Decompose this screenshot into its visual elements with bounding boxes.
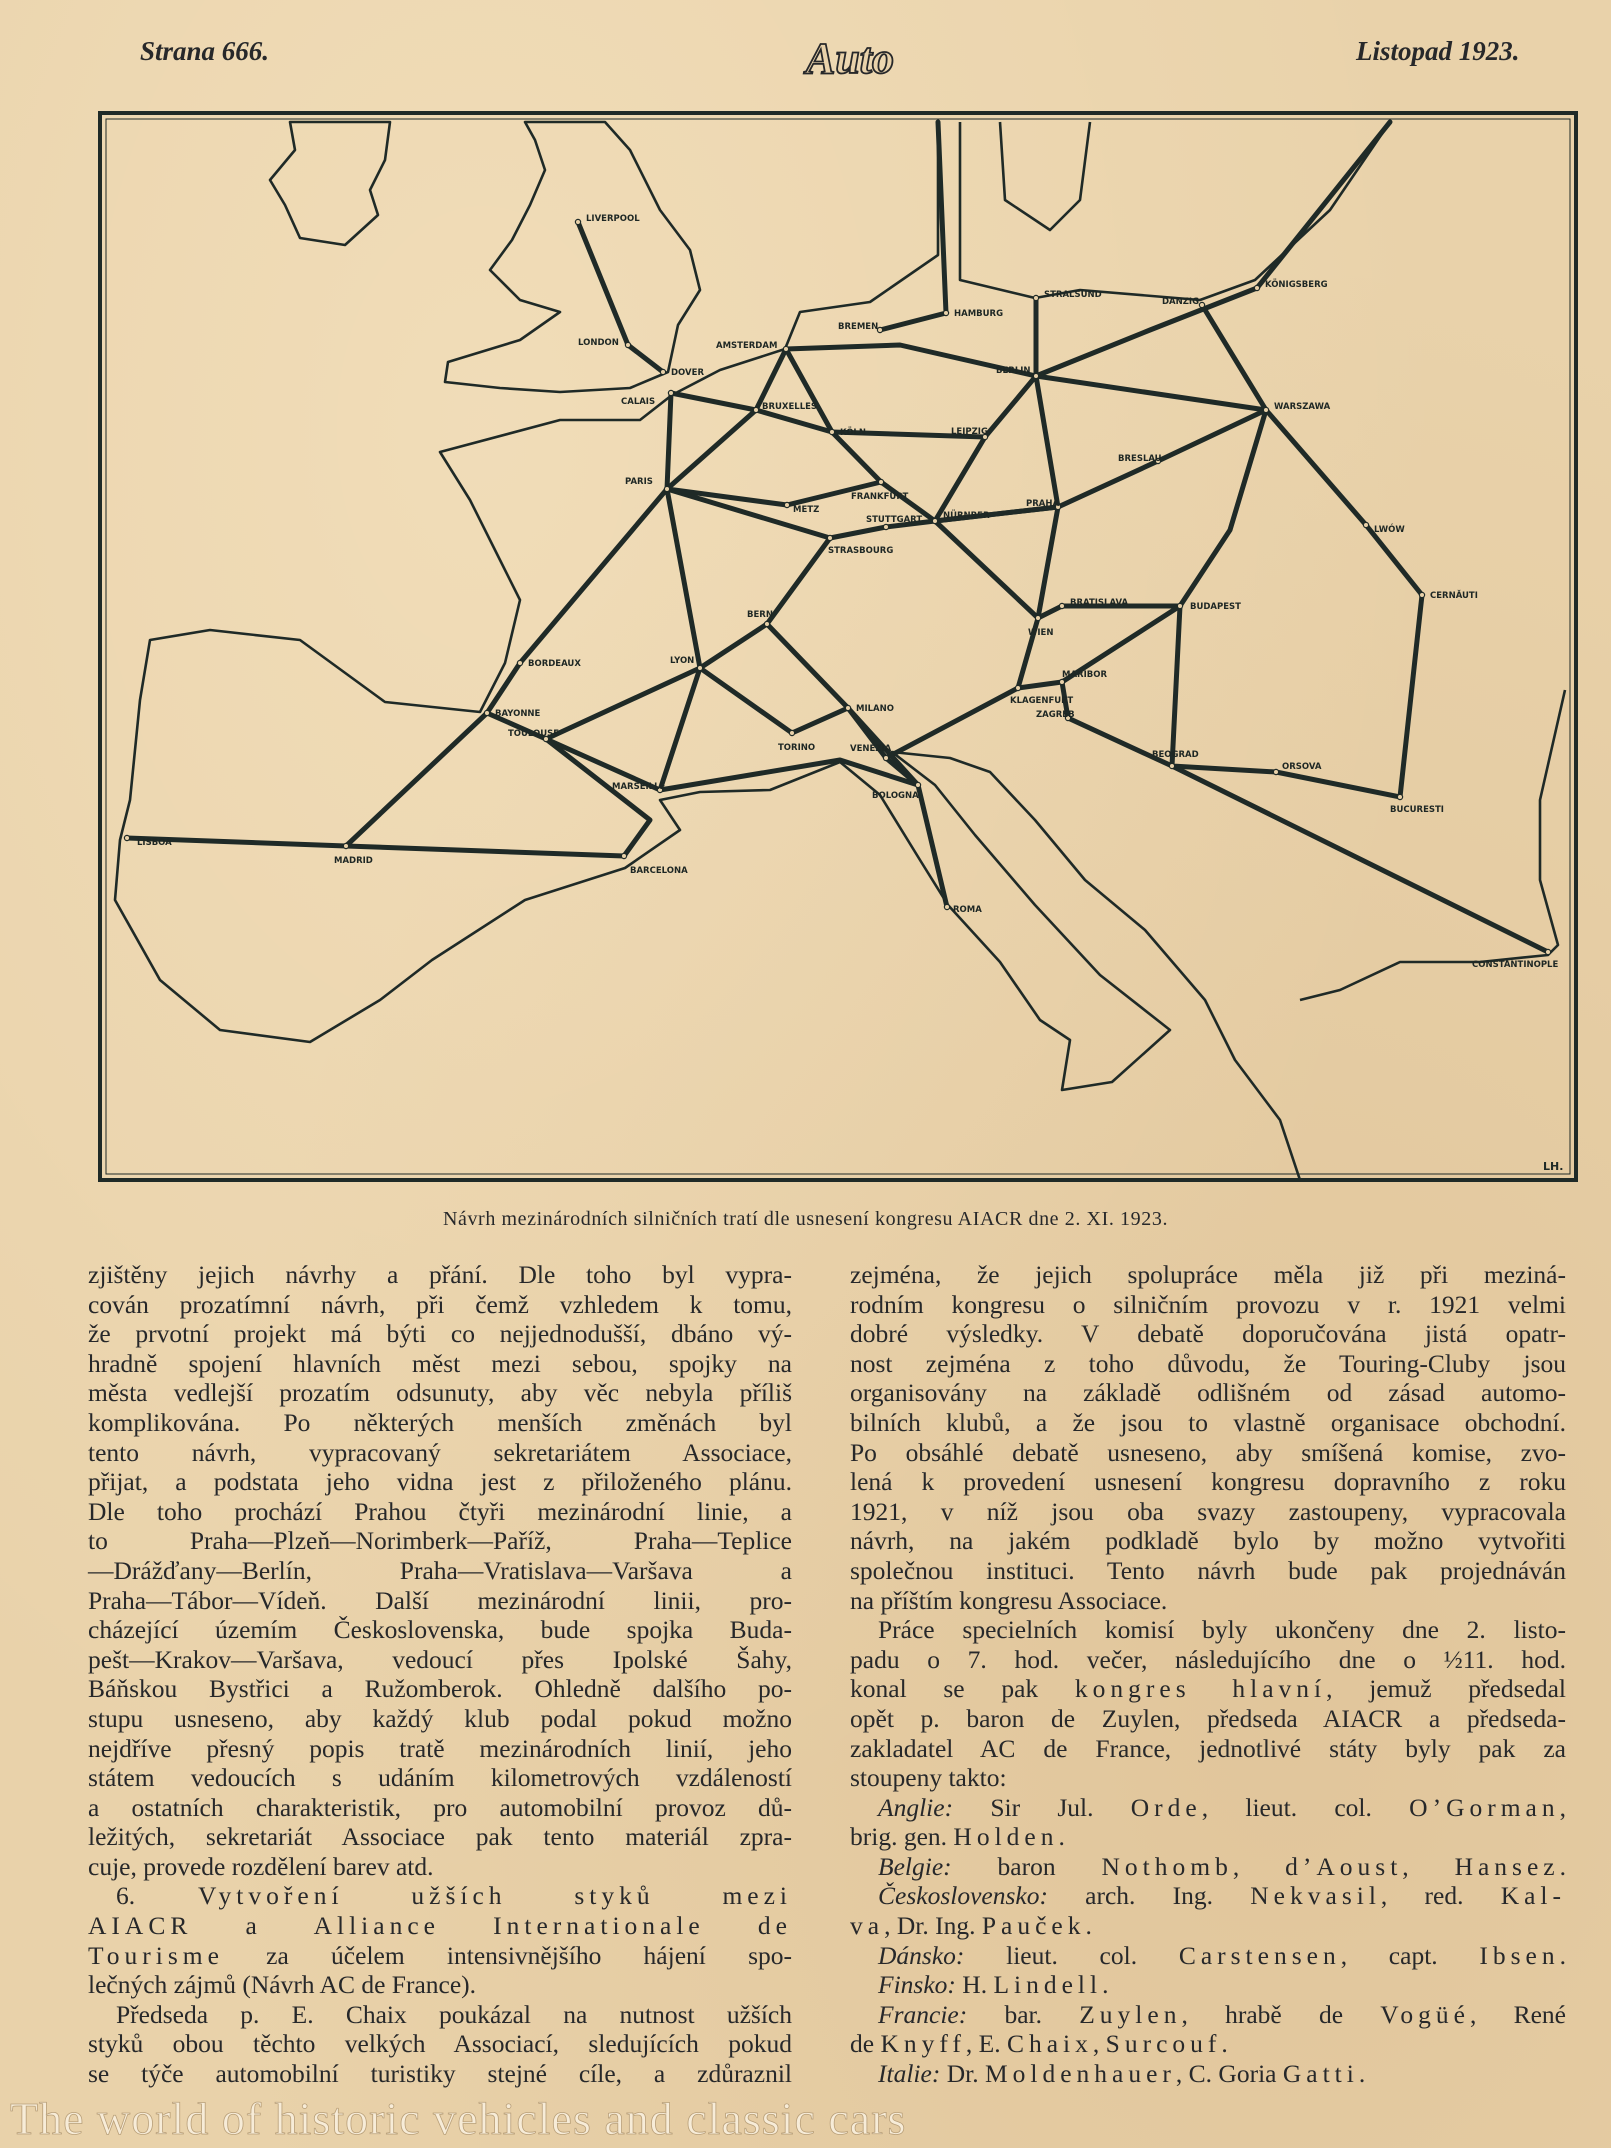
text-line bbox=[850, 1881, 1566, 1911]
text-line bbox=[850, 1941, 1566, 1971]
text-line bbox=[850, 1852, 1566, 1882]
country-label: Belgie: bbox=[878, 1851, 952, 1881]
city-node-madrid bbox=[343, 843, 348, 848]
text-line: cházející územím Československa, bude spojka Buda- bbox=[88, 1615, 792, 1645]
city-node-warszawa bbox=[1263, 407, 1268, 412]
text-line: komplikována. Po některých menších změnách byl bbox=[88, 1407, 792, 1437]
text-line: rodním kongresu o silničním provozu v r. 1921 velmi bbox=[850, 1289, 1566, 1319]
spaced-text: Pauček bbox=[981, 1911, 1086, 1941]
city-label-roma: ROMA bbox=[953, 905, 982, 915]
road-route bbox=[127, 489, 667, 846]
text-segment: stoupeny takto: bbox=[850, 1763, 1007, 1793]
city-label-milano: MILANO bbox=[856, 704, 894, 714]
city-label-strasbourg: STRASBOURG bbox=[828, 546, 894, 556]
spaced-text: O’Gorman bbox=[1409, 1792, 1560, 1822]
city-label-bremen: BREMEN bbox=[838, 322, 879, 332]
text-line: 1921, v níž jsou oba svazy zastoupeny, vypracovala bbox=[850, 1496, 1566, 1526]
road-route bbox=[700, 624, 767, 668]
text-line bbox=[850, 1793, 1566, 1823]
spaced-text: Tourisme bbox=[88, 1940, 224, 1970]
city-label-danzig: DANZIG bbox=[1162, 297, 1200, 307]
spaced-text: va bbox=[850, 1911, 885, 1941]
text-segment: konal se pak bbox=[850, 1674, 1075, 1704]
city-node-amsterdam bbox=[783, 346, 788, 351]
spaced-text: Ibsen bbox=[1479, 1940, 1560, 1970]
spaced-text: AIACR a Alliance Internationale de bbox=[88, 1911, 792, 1941]
text-line: Po obsáhlé debatě usneseno, aby smíšená komise, zvo- bbox=[850, 1437, 1566, 1467]
text-line: padu o 7. hod. večer, následujícího dne o ½11. hod. bbox=[850, 1644, 1566, 1674]
spaced-text: Surcouf bbox=[1105, 2029, 1222, 2059]
text-line bbox=[88, 1852, 792, 1882]
text-segment: cuje, provede rozdělení barev atd. bbox=[88, 1851, 434, 1881]
page-number: Strana 666. bbox=[140, 36, 270, 66]
city-node-berlin bbox=[1033, 373, 1038, 378]
road-route bbox=[1036, 122, 1390, 376]
text-segment: 6. bbox=[116, 1881, 198, 1911]
city-node-bordeaux bbox=[517, 660, 522, 665]
text-segment: , hrabě de bbox=[1181, 1999, 1381, 2029]
road-route bbox=[1180, 410, 1266, 606]
city-node-frankfurt bbox=[878, 479, 883, 484]
city-label-barcelona: BARCELONA bbox=[630, 866, 688, 876]
city-node-bern bbox=[764, 621, 769, 626]
road-route bbox=[1172, 766, 1548, 952]
road-route bbox=[935, 521, 1038, 618]
black-sea-coast bbox=[1300, 690, 1565, 1000]
text-line: —Drážďany—Berlín, Praha—Vratislava—Varšava a bbox=[88, 1555, 792, 1585]
text-segment: brig. gen. bbox=[850, 1822, 954, 1852]
map-caption: Návrh mezinárodních silničních tratí dle usnesení kongresu AIACR dne 2. XI. 1923. bbox=[442, 1208, 1169, 1230]
city-node-orsova bbox=[1273, 769, 1278, 774]
road-route bbox=[578, 222, 663, 372]
text-line: nejdříve přesný popis tratě mezinárodních linií, jeho bbox=[88, 1733, 792, 1763]
city-label-zagreb: ZAGREB bbox=[1036, 710, 1075, 720]
city-node-venezia bbox=[883, 755, 888, 760]
text-line bbox=[88, 1941, 792, 1971]
city-label-orsova: ORSOVA bbox=[1282, 762, 1322, 772]
spaced-text: d’Aoust bbox=[1285, 1851, 1403, 1881]
city-label-calais: CALAIS bbox=[621, 397, 656, 407]
text-segment: bar. bbox=[967, 1999, 1080, 2029]
text-segment: . bbox=[1085, 1911, 1092, 1941]
city-node-bruxelles bbox=[753, 407, 758, 412]
city-label-toulouse: TOULOUSE bbox=[508, 729, 560, 739]
text-line: hradně spojení hlavních měst mezi sebou, spojky na bbox=[88, 1348, 792, 1378]
text-line bbox=[88, 1881, 792, 1911]
country-label: Francie: bbox=[878, 1999, 968, 2029]
spaced-text: Vytvoření užších styků mezi bbox=[197, 1881, 793, 1911]
text-segment: , C. Goria bbox=[1175, 2059, 1283, 2089]
map-frame-inner bbox=[106, 119, 1570, 1174]
text-segment: . bbox=[1102, 1970, 1109, 2000]
city-label-bologna: BOLOGNA bbox=[872, 791, 919, 801]
city-label-klagenfurt: KLAGENFURT bbox=[1010, 696, 1074, 706]
city-node-liverpool bbox=[575, 219, 580, 224]
text-line: Praha—Tábor—Vídeň. Další mezinárodní linii, pro- bbox=[88, 1585, 792, 1615]
city-node-beograd bbox=[1169, 763, 1174, 768]
text-segment: . bbox=[1358, 2059, 1366, 2089]
city-node-strasbourg bbox=[827, 535, 832, 540]
road-route bbox=[660, 489, 700, 790]
text-line: styků obou těchto velkých Associací, sledujících pokud bbox=[88, 2029, 792, 2059]
road-route bbox=[1036, 376, 1266, 410]
city-label-koln: KÖLN bbox=[840, 428, 866, 438]
city-label-budapest: BUDAPEST bbox=[1190, 602, 1241, 612]
city-node-bologna bbox=[915, 782, 920, 787]
text-line bbox=[850, 2000, 1566, 2030]
city-node-wien bbox=[1035, 615, 1040, 620]
road-route bbox=[660, 760, 918, 790]
spaced-text: Knyff bbox=[880, 2029, 966, 2059]
city-node-cernauti bbox=[1419, 592, 1424, 597]
city-label-madrid: MADRID bbox=[334, 856, 373, 866]
city-label-lyon: LYON bbox=[670, 656, 695, 666]
text-line: že prvotní projekt má býti co nejjednodušší, dbáno vý- bbox=[88, 1319, 792, 1349]
city-nodes bbox=[124, 214, 1558, 970]
country-label: Italie: bbox=[878, 2059, 941, 2089]
text-segment: . bbox=[1559, 1851, 1566, 1881]
spaced-text: Zuylen bbox=[1079, 1999, 1182, 2029]
city-label-london: LONDON bbox=[578, 338, 619, 348]
text-line: Dle toho prochází Prahou čtyři mezinárodní linie, a bbox=[88, 1496, 792, 1526]
city-node-koln bbox=[829, 429, 834, 434]
road-route bbox=[935, 437, 985, 521]
text-column-left bbox=[88, 1260, 792, 2089]
text-segment: , bbox=[1232, 1851, 1286, 1881]
spaced-text: Moldenhauer bbox=[984, 2059, 1176, 2089]
city-label-liverpool: LIVERPOOL bbox=[586, 214, 640, 224]
road-route bbox=[880, 122, 946, 330]
text-line bbox=[850, 1586, 1566, 1616]
city-label-venezia: VENEZIA bbox=[850, 744, 892, 754]
text-line bbox=[850, 2059, 1566, 2089]
spaced-text: Orde bbox=[1130, 1792, 1202, 1822]
road-route bbox=[767, 538, 848, 708]
great-britain-coast bbox=[445, 122, 700, 392]
city-node-milano bbox=[845, 705, 850, 710]
text-line: opět p. baron de Zuylen, předseda AIACR a předseda- bbox=[850, 1703, 1566, 1733]
city-node-budapest bbox=[1177, 603, 1182, 608]
city-node-bratislava bbox=[1059, 603, 1064, 608]
spaced-text: Carstensen bbox=[1178, 1940, 1341, 1970]
city-label-lisboa: LISBOA bbox=[137, 838, 172, 848]
city-node-roma bbox=[944, 904, 949, 909]
country-label: Finsko: bbox=[878, 1970, 956, 2000]
city-label-dover: DOVER bbox=[671, 368, 704, 378]
text-line: zjištěny jejich návrhy a přání. Dle toho byl vypra- bbox=[88, 1260, 792, 1289]
road-route bbox=[1038, 606, 1400, 797]
city-label-berlin: BERLIN bbox=[996, 366, 1031, 376]
city-node-london bbox=[625, 342, 630, 347]
text-line: návrh, na jakém podkladě bylo by možno vytvořiti bbox=[850, 1526, 1566, 1556]
city-node-bucuresti bbox=[1397, 794, 1402, 799]
city-label-praha: PRAHA bbox=[1026, 499, 1060, 509]
city-label-amsterdam: AMSTERDAM bbox=[716, 341, 778, 351]
text-segment: , jemuž předsedal bbox=[1326, 1674, 1566, 1704]
text-line: nost zejména z toho důvodu, že Touring-Cluby jsou bbox=[850, 1348, 1566, 1378]
city-node-constantinople bbox=[1545, 949, 1550, 954]
city-label-konigsberg: KÖNIGSBERG bbox=[1265, 280, 1328, 290]
text-segment: H. bbox=[955, 1970, 994, 2000]
text-segment: Práce specielních komisí byly ukončeny dne 2. listo- bbox=[878, 1615, 1566, 1645]
city-label-frankfurt: FRANKFURT bbox=[851, 492, 909, 502]
city-label-hamburg: HAMBURG bbox=[954, 309, 1004, 319]
text-line: společnou instituci. Tento návrh bude pak projednáván bbox=[850, 1555, 1566, 1585]
city-label-bayonne: BAYONNE bbox=[495, 709, 541, 719]
text-line bbox=[850, 1763, 1566, 1793]
text-line bbox=[850, 1615, 1566, 1645]
city-label-paris: PARIS bbox=[625, 477, 653, 487]
spaced-text: Hansez bbox=[1454, 1851, 1560, 1881]
text-segment: de bbox=[850, 2029, 881, 2059]
baltic-coast bbox=[960, 122, 1390, 300]
text-line bbox=[850, 1674, 1566, 1704]
spaced-text: kongres hlavní bbox=[1074, 1674, 1327, 1704]
city-node-lisboa bbox=[124, 835, 129, 840]
text-line: zejména, že jejich spolupráce měla již při meziná- bbox=[850, 1260, 1566, 1289]
city-node-lwow bbox=[1363, 522, 1368, 527]
text-line: a ostatních charakteristik, pro automobilní provoz dů- bbox=[88, 1792, 792, 1822]
text-line: dobré výsledky. V debatě doporučována jistá opatr- bbox=[850, 1319, 1566, 1349]
city-node-danzig bbox=[1199, 302, 1204, 307]
text-segment: . bbox=[1058, 1822, 1065, 1852]
city-node-nurnberg bbox=[932, 518, 937, 523]
text-line: Báňskou Bystřici a Ružomberok. Ohledně dalšího po- bbox=[88, 1674, 792, 1704]
text-line: tento návrh, vypracovaný sekretariátem Associace, bbox=[88, 1437, 792, 1467]
road-route bbox=[667, 393, 671, 489]
text-segment: Předseda p. E. Chaix poukázal na nutnost užších bbox=[116, 1999, 792, 2029]
city-label-marseille: MARSEILLE bbox=[612, 782, 666, 792]
text-segment: , E. bbox=[965, 2029, 1007, 2059]
city-label-bern: BERN bbox=[747, 610, 773, 620]
text-segment: , Dr. Ing. bbox=[884, 1911, 982, 1941]
city-label-cernauti: CERNĂUTI bbox=[1430, 591, 1478, 601]
city-label-metz: METZ bbox=[793, 505, 820, 515]
text-line: města vedlejší prozatím odsunuty, aby věc nebyla příliš bbox=[88, 1378, 792, 1408]
text-line: ležitých, sekretariát Associace pak tento materiál zpra- bbox=[88, 1822, 792, 1852]
city-node-barcelona bbox=[621, 853, 626, 858]
text-segment: lieut. col. bbox=[964, 1940, 1179, 1970]
spaced-text: Nothomb bbox=[1101, 1851, 1233, 1881]
text-line: přijat, a podstata jeho vidna jest z přiloženého plánu. bbox=[88, 1467, 792, 1497]
city-node-konigsberg bbox=[1254, 285, 1259, 290]
city-node-torino bbox=[789, 730, 794, 735]
text-segment: baron bbox=[951, 1851, 1102, 1881]
text-line: se týče automobilní turistiky stejné cíle, a zdůraznil bbox=[88, 2059, 792, 2089]
city-label-torino: TORINO bbox=[778, 743, 816, 753]
text-segment: Dr. bbox=[940, 2059, 985, 2089]
city-label-warszawa: WARSZAWA bbox=[1274, 402, 1331, 412]
text-segment: , bbox=[1402, 1851, 1455, 1881]
text-segment: , René bbox=[1469, 1999, 1566, 2029]
text-line bbox=[850, 1911, 1566, 1941]
text-line bbox=[88, 1970, 792, 2000]
text-segment: , lieut. col. bbox=[1201, 1792, 1410, 1822]
road-route bbox=[1058, 410, 1266, 507]
text-line bbox=[850, 1970, 1566, 2000]
text-segment: , red. bbox=[1380, 1881, 1501, 1911]
text-segment: , bbox=[1559, 1792, 1566, 1822]
city-label-constantinople: CONSTANTINOPLE bbox=[1472, 960, 1559, 970]
city-label-bordeaux: BORDEAUX bbox=[528, 659, 581, 669]
city-node-dover bbox=[660, 369, 665, 374]
continent-coast bbox=[115, 122, 1300, 1180]
coastlines bbox=[115, 122, 1565, 1180]
text-line bbox=[88, 2000, 792, 2030]
city-label-bruxelles: BRUXELLES bbox=[762, 402, 818, 412]
scandinavia-coast bbox=[1000, 122, 1090, 230]
text-segment: arch. Ing. bbox=[1047, 1881, 1251, 1911]
city-label-stuttgart: STUTTGART bbox=[866, 515, 923, 525]
spaced-text: Kal- bbox=[1500, 1881, 1567, 1911]
text-line: pešt—Krakov—Varšava, vedoucí přes Ipolské Šahy, bbox=[88, 1644, 792, 1674]
text-segment: . bbox=[1559, 1940, 1566, 1970]
city-label-stralsund: STRALSUND bbox=[1044, 290, 1102, 300]
road-route bbox=[1036, 298, 1058, 618]
text-line: státem vedoucích s udáním kilometrových vzdáleností bbox=[88, 1763, 792, 1793]
city-label-lwow: LWÓW bbox=[1374, 525, 1405, 535]
city-node-klagenfurt bbox=[1015, 685, 1020, 690]
text-segment: lečných zájmů (Návrh AC de France). bbox=[88, 1970, 477, 2000]
text-column-right bbox=[850, 1260, 1566, 2089]
spaced-text: Vogüé bbox=[1380, 1999, 1470, 2029]
spaced-text: Gatti bbox=[1282, 2059, 1359, 2089]
city-label-bratislava: BRATISLAVA bbox=[1070, 598, 1129, 608]
text-segment: Sir Jul. bbox=[953, 1792, 1131, 1822]
city-label-breslau: BRESLAU bbox=[1118, 454, 1162, 464]
road-route bbox=[346, 846, 624, 856]
ireland-coast bbox=[270, 122, 390, 245]
spaced-text: Lindell bbox=[993, 1970, 1103, 2000]
map-frame bbox=[100, 113, 1576, 1180]
map-signature: LH. bbox=[1543, 1160, 1564, 1173]
svg-text:Auto: Auto bbox=[805, 34, 895, 83]
text-segment: . bbox=[1221, 2029, 1228, 2059]
city-node-stralsund bbox=[1033, 295, 1038, 300]
city-label-beograd: BEOGRAD bbox=[1152, 750, 1199, 760]
road-routes bbox=[127, 122, 1548, 952]
country-label: Anglie: bbox=[878, 1792, 954, 1822]
text-segment: na příštím kongresu Associace. bbox=[850, 1585, 1168, 1615]
text-line: lená k provedení usnesení kongresu dopravního z roku bbox=[850, 1467, 1566, 1497]
issue-date: Listopad 1923. bbox=[1356, 36, 1520, 66]
watermark: The world of historic vehicles and classic cars bbox=[10, 2093, 907, 2144]
text-line: zakladatel AC de France, jednotlivé státy byly pak za bbox=[850, 1733, 1566, 1763]
road-route bbox=[1202, 305, 1422, 797]
spaced-text: Nekvasil bbox=[1250, 1881, 1381, 1911]
city-node-paris bbox=[664, 486, 669, 491]
city-node-lyon bbox=[697, 665, 702, 670]
city-label-wien: WIEN bbox=[1028, 628, 1054, 638]
city-node-metz bbox=[784, 502, 789, 507]
text-line bbox=[850, 2029, 1566, 2059]
text-line: to Praha—Plzeň—Norimberk—Paříž, Praha—Teplice bbox=[88, 1526, 792, 1556]
text-segment: za účelem intensivnějšího hájení spo- bbox=[223, 1940, 792, 1970]
city-node-bayonne bbox=[484, 710, 489, 715]
city-node-maribor bbox=[1059, 679, 1064, 684]
city-label-leipzig: LEIPZIG bbox=[951, 427, 988, 437]
city-node-calais bbox=[668, 390, 673, 395]
city-label-bucuresti: BUCURESTI bbox=[1390, 805, 1444, 815]
spaced-text: Holden bbox=[953, 1822, 1059, 1852]
text-segment: , capt. bbox=[1340, 1940, 1480, 1970]
spaced-text: Chaix bbox=[1006, 2029, 1093, 2059]
city-node-stuttgart bbox=[883, 524, 888, 529]
text-line: stupu usneseno, aby každý klub podal pokud možno bbox=[88, 1703, 792, 1733]
road-route bbox=[667, 482, 881, 505]
country-label: Československo: bbox=[878, 1881, 1048, 1911]
text-line: bilních klubů, a že jsou to vlastně organisace obchodní. bbox=[850, 1407, 1566, 1437]
road-route bbox=[546, 739, 650, 856]
text-line bbox=[88, 1911, 792, 1941]
city-node-hamburg bbox=[943, 310, 948, 315]
text-segment: , bbox=[1092, 2029, 1106, 2059]
city-label-maribor: MARIBOR bbox=[1062, 670, 1107, 680]
road-route bbox=[700, 618, 1038, 758]
text-line: organisovány na základě odlišném od zásad automo- bbox=[850, 1378, 1566, 1408]
country-label: Dánsko: bbox=[878, 1940, 965, 1970]
city-label-nurnberg: NÜRNBER bbox=[943, 511, 990, 521]
text-line: cován prozatímní návrh, při čemž vzhledem k tomu, bbox=[88, 1289, 792, 1319]
text-line bbox=[850, 1822, 1566, 1852]
